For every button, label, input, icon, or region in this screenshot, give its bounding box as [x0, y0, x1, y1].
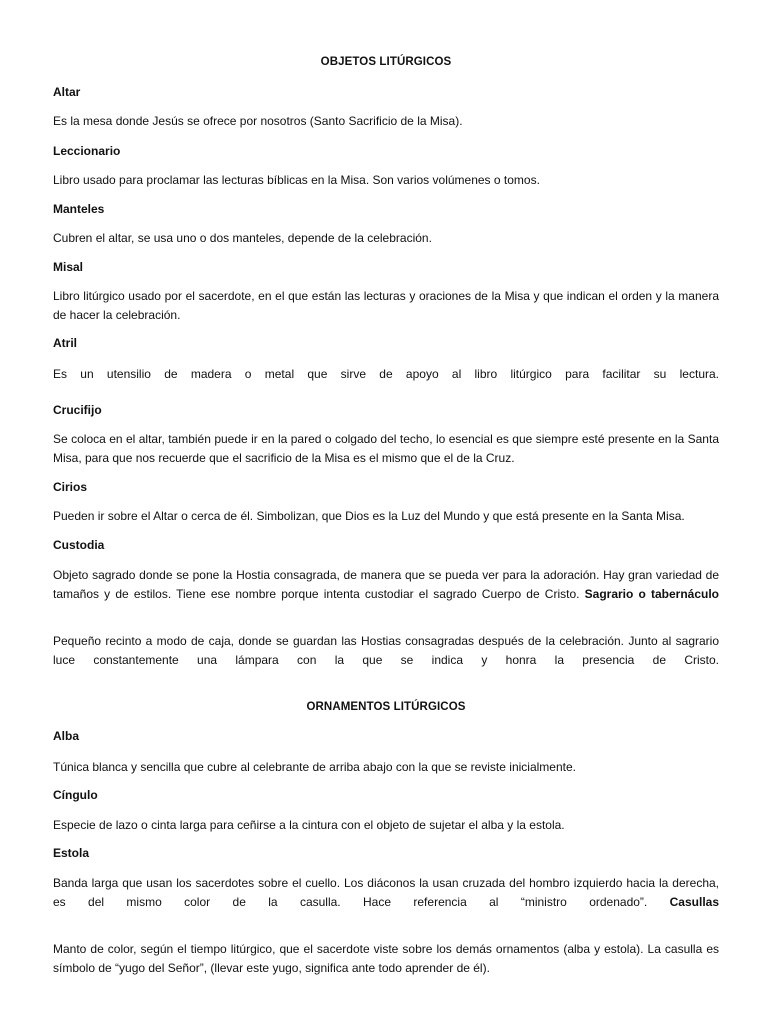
heading-altar: Altar: [53, 85, 81, 99]
paragraph-crucifijo: Se coloca en el altar, también puede ir en la pared o colgado del techo, lo esencial es que siempre esté presente en la Santa Misa, para que nos recuerde que el sacrificio de la Misa es el mismo que el de la Cruz.: [53, 432, 719, 465]
heading-atril: Atril: [53, 336, 77, 350]
paragraph-casullas: Manto de color, según el tiempo litúrgico, que el sacerdote viste sobre los demás ornamentos (alba y estola). La casulla es símbolo de “yugo del Señor”, (llevar este yugo, significa ante todo aprender de él).: [53, 942, 719, 975]
paragraph-misal: Libro litúrgico usado por el sacerdote, en el que están las lecturas y oraciones de la Misa y que indican el orden y la manera de hacer la celebración.: [53, 289, 719, 322]
paragraph-cingulo: Especie de lazo o cinta larga para ceñirse a la cintura con el objeto de sujetar el alba y la estola.: [53, 818, 565, 832]
heading-misal: Misal: [53, 260, 84, 274]
heading-cirios: Cirios: [53, 480, 88, 494]
paragraph-estola-text: Banda larga que usan los sacerdotes sobre el cuello. Los diáconos la usan cruzada del hombro izquierdo hacia la derecha, es del mismo color de la casulla. Hace referencia al “ministro ordenado”.: [53, 876, 719, 909]
section-title-ornamentos: ORNAMENTOS LITÚRGICOS: [306, 701, 466, 713]
heading-cingulo: Cíngulo: [53, 788, 98, 802]
heading-manteles: Manteles: [53, 202, 105, 216]
paragraph-manteles: Cubren el altar, se usa uno o dos manteles, depende de la celebración.: [53, 231, 432, 245]
heading-crucifijo: Crucifijo: [53, 403, 102, 417]
paragraph-leccionario: Libro usado para proclamar las lecturas bíblicas en la Misa. Son varios volúmenes o tomos.: [53, 173, 540, 187]
paragraph-custodia-text: Objeto sagrado donde se pone la Hostia consagrada, de manera que se pueda ver para la adoración. Hay gran variedad de tamaños y de estilos. Tiene ese nombre porque intenta custodiar el sagrado Cuerpo de Cristo.: [53, 568, 719, 601]
paragraph-estola: [53, 874, 719, 912]
paragraph-alba: Túnica blanca y sencilla que cubre al celebrante de arriba abajo con la que se reviste inicialmente.: [53, 760, 576, 774]
paragraph-sagrario: Pequeño recinto a modo de caja, donde se guardan las Hostias consagradas después de la celebración. Junto al sagrario luce constantemente una lámpara con la que se indica y honra la presencia de Cristo.: [53, 634, 719, 667]
heading-estola: Estola: [53, 846, 90, 860]
paragraph-atril: Es un utensilio de madera o metal que sirve de apoyo al libro litúrgico para facilitar su lectura.: [53, 367, 719, 381]
paragraph-altar: Es la mesa donde Jesús se ofrece por nosotros (Santo Sacrificio de la Misa).: [53, 114, 463, 128]
heading-alba: Alba: [53, 729, 80, 743]
heading-custodia: Custodia: [53, 538, 105, 552]
paragraph-cirios: Pueden ir sobre el Altar o cerca de él. Simbolizan, que Dios es la Luz del Mundo y que está presente en la Santa Misa.: [53, 509, 685, 523]
heading-leccionario: Leccionario: [53, 144, 121, 158]
paragraph-custodia: [53, 566, 719, 604]
section-title-objetos: OBJETOS LITÚRGICOS: [320, 56, 452, 68]
document-page: [53, 0, 719, 1024]
heading-casullas: Casullas: [669, 895, 719, 909]
heading-sagrario: Sagrario o tabernáculo: [584, 587, 720, 601]
